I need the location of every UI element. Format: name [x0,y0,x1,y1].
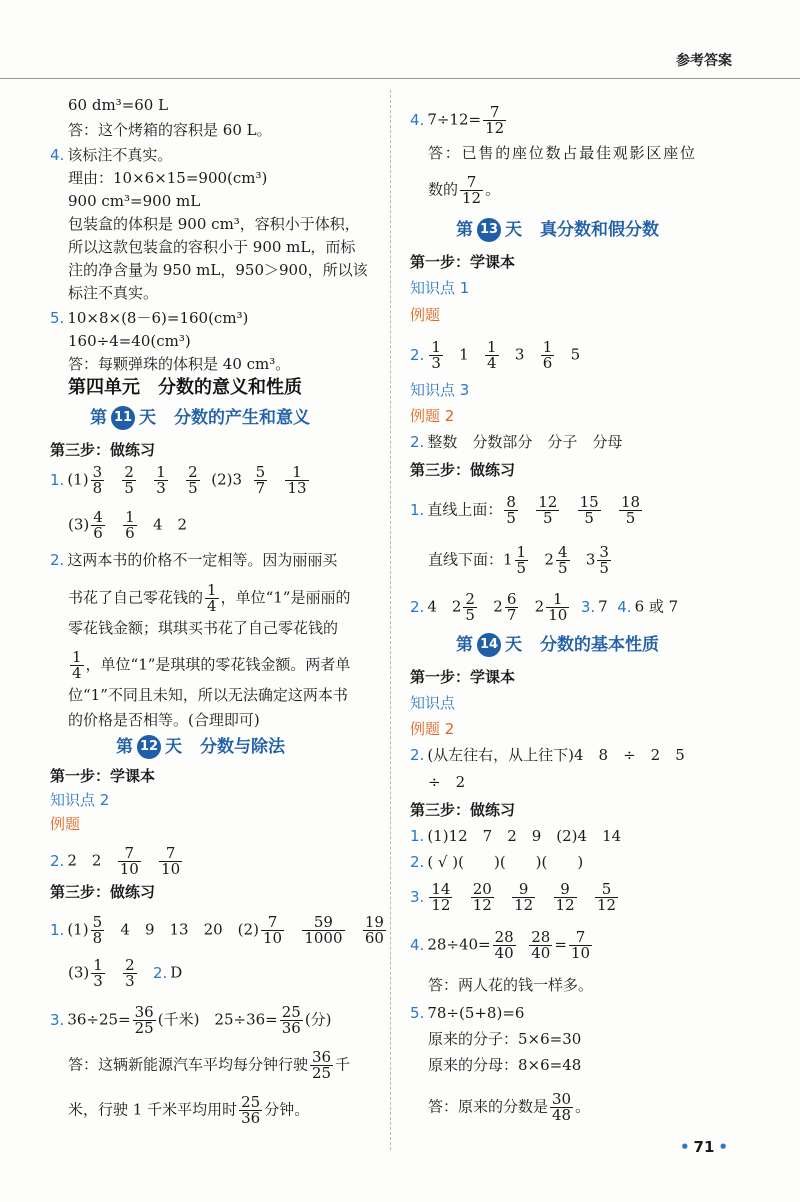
answer-text: 这两本书的价格不一定相等。因为丽丽买 [67,551,338,569]
day-title: 真分数和假分数 [540,220,659,240]
denominator: 10 [161,860,181,878]
page-number [676,1138,732,1156]
answer-text: 7÷12= [427,110,482,129]
exercise-3 [50,1005,332,1036]
numerator: 7 [261,915,284,931]
step-label: 第三步：做练习 [410,801,516,819]
answer-text: 该标注不真实。 [67,146,173,164]
knowledge-point-label: 知识点 3 [410,381,470,399]
fraction [122,465,136,496]
denominator: 5 [516,559,527,577]
answer-line: 答：两人花的钱一样多。 [428,976,594,994]
question-number: 3. [580,597,596,616]
answer-line: 原来的分母：8×6=48 [428,1056,582,1074]
denominator: 12 [462,189,482,207]
day-suffix: 天 [505,220,522,240]
numerator: 7 [460,175,483,191]
fraction [483,105,506,136]
answer-line: 原来的分子：5×6=30 [428,1030,582,1048]
numerator: 30 [552,1090,572,1108]
exercise-1-part3 [68,958,182,989]
denominator: 5 [599,559,609,577]
example-label: 例题 2 [410,407,455,425]
fraction [471,882,494,913]
denominator: 4 [72,664,82,682]
day-14-heading [456,633,659,657]
question-number: 1. [410,827,425,845]
numerator: 1 [285,465,308,481]
numerator: 25 [241,1093,261,1111]
fraction [463,592,477,623]
exercise-2 [410,852,583,872]
answer-line: 包装盒的体积是 900 cm³，容积小于体积， [68,215,360,233]
fraction [118,846,141,877]
numerator: 7 [569,930,592,946]
denominator: 25 [312,1064,332,1082]
exercise-1 [50,465,311,496]
fraction [285,465,308,496]
answer-line [428,175,500,206]
denominator: 3 [125,972,135,990]
fraction [133,1005,156,1036]
question-number: 4. [410,935,425,954]
fraction [595,882,618,913]
numerator: 1 [516,543,527,561]
numerator: 2 [465,590,475,608]
question-number: 1. [50,920,65,939]
denominator: 5 [557,559,568,577]
day-title: 分数与除法 [200,737,285,757]
denominator: 4 [487,354,497,372]
numerator: 1 [546,592,569,608]
question-number: 3. [410,887,425,906]
answer-text: 5 [570,345,581,364]
denominator: 12 [514,896,534,914]
fraction [541,340,555,371]
fraction [493,930,516,961]
answer-text: D [170,963,183,982]
numerator: 4 [557,543,568,561]
answer-line [68,583,350,614]
day-title: 分数的产生和意义 [174,408,310,428]
unit-title: 第四单元 分数的意义和性质 [68,377,302,398]
numerator: 7 [118,846,141,862]
numerator: 5 [255,463,266,481]
numerator: 59 [302,915,344,931]
denominator: 40 [494,944,514,962]
numerator: 1 [207,581,217,599]
exercises-2-4 [410,592,678,623]
answer-text: 2 [544,550,554,569]
numerator: 36 [134,1003,154,1021]
question-number: 2. [410,433,425,451]
day-title: 分数的基本性质 [540,635,659,655]
denominator: 3 [93,972,103,990]
numerator: 36 [312,1048,332,1066]
step-label: 第三步：做练习 [410,461,516,479]
fraction [205,583,219,614]
fraction [159,846,182,877]
numerator: 9 [512,882,535,898]
day-suffix: 天 [165,737,182,757]
denominator: 3 [156,479,166,497]
fraction [123,510,137,541]
numerator: 12 [538,493,558,511]
exercise-3 [410,882,620,913]
day-number-badge: 13 [477,218,501,242]
exercise-1 [410,826,621,846]
example-2-answer [50,846,184,877]
denominator: 13 [287,479,307,497]
numerator: 7 [483,105,506,121]
fraction [504,495,518,526]
fraction [91,958,105,989]
answer-text: 2 2 [67,851,102,870]
answer-line [428,1092,590,1123]
denominator: 12 [472,896,492,914]
answer-line: 答：这个烤箱的容积是 60 L。 [68,121,272,139]
denominator: 6 [542,354,553,372]
question-4 [410,105,508,136]
answer-line [68,1050,350,1081]
step-label: 第三步：做练习 [50,883,156,901]
example-label: 例题 [410,306,441,324]
answer-text: (1) [67,470,89,489]
fraction [597,545,611,576]
step-label: 第一步：学课本 [410,668,516,686]
fraction [310,1050,333,1081]
numerator: 5 [92,913,103,931]
answer-line: 所以这款包装盒的容积小于 900 mL，而标 [68,238,356,256]
answer-text: 4 2 [152,515,188,534]
question-number: 2. [50,851,65,870]
answer-line [68,1095,309,1126]
answer-text: 78÷(5+8)=6 [427,1004,525,1022]
fraction [578,495,601,526]
question-number: 1. [410,500,425,519]
denominator: 8 [92,479,103,497]
numerator: 1 [542,338,553,356]
answer-text: 28÷40= [427,935,491,954]
page-header-title: 参考答案 [676,53,732,69]
answer-text: 。 [485,180,501,199]
numerator: 2 [188,463,198,481]
denominator: 40 [531,944,551,962]
header-divider [0,78,800,79]
fraction [505,592,519,623]
answer-text: (1) [67,920,89,939]
fraction [280,1005,303,1036]
numerator: 18 [621,493,641,511]
denominator: 6 [93,524,103,542]
exercise-1-part3 [68,510,187,541]
denominator: 6 [125,524,135,542]
denominator: 36 [241,1109,261,1127]
fraction [239,1095,262,1126]
numerator: 2 [125,956,135,974]
question-number: 5. [410,1004,425,1022]
question-number: 5. [50,309,65,327]
answer-text: 分钟。 [264,1100,310,1119]
day-suffix: 天 [139,408,156,428]
answer-text: ，单位“1”是琪琪的零花钱金额。两者单 [85,655,351,674]
denominator: 10 [262,929,283,947]
exercise-5 [410,1003,524,1023]
fraction [569,930,592,961]
denominator: 5 [465,606,475,624]
fraction [91,465,105,496]
denominator: 7 [506,606,517,624]
bullet-dot-icon: • [679,1138,690,1156]
question-number: 4. [617,597,632,616]
answer-line: ÷ 2 [428,773,466,791]
denominator: 3 [431,354,441,372]
numerator: 1 [93,956,103,974]
numerator: 14 [431,880,451,898]
numerator: 15 [579,493,599,511]
step-label: 第三步：做练习 [50,441,156,459]
question-number: 2. [410,597,425,616]
page-number-text: 71 [693,1138,715,1156]
numerator: 7 [159,846,182,862]
answer-text: 6 或 7 [634,597,679,616]
denominator: 48 [552,1106,572,1124]
answer-text: (千米) 25÷36= [157,1010,278,1029]
answer-line: 答：每颗弹珠的体积是 40 cm³。 [68,355,291,373]
exercise-1-line2 [428,545,613,576]
answer-text: 1 [459,345,469,364]
step-label: 第一步：学课本 [410,253,516,271]
denominator: 5 [542,509,553,527]
answer-text: ( √ )( )( )( ) [427,853,584,871]
day-number-badge: 11 [111,406,135,430]
answer-text: 答：这辆新能源汽车平均每分钟行驶 [68,1055,309,1074]
fraction [254,465,268,496]
answer-text: 书花了自己零花钱的 [68,588,204,607]
exercise-1 [50,915,388,946]
numerator: 4 [93,508,103,526]
answer-text: 4 2 [427,597,462,616]
question-number: 2. [410,853,425,871]
answer-text: 2 [534,597,545,616]
fraction [91,915,105,946]
exercise-2 [50,550,337,570]
numerator: 1 [431,338,441,356]
answer-text: 。 [575,1097,591,1116]
denominator: 5 [188,479,198,497]
answer-line: 标注不真实。 [68,284,159,302]
answer-line: 零花钱金额；琪琪买书花了自己零花钱的 [68,619,339,637]
numerator: 1 [487,338,497,356]
numerator: 19 [364,913,384,931]
exercise-1 [410,495,644,526]
question-number: 3. [50,1010,65,1029]
day-suffix: 天 [505,635,522,655]
denominator: 7 [255,479,266,497]
example-label: 例题 2 [410,720,455,738]
exercise-4 [410,930,594,961]
fraction [123,958,137,989]
column-divider [390,90,391,1150]
fraction [512,882,535,913]
answer-text: 米，行驶 1 千米平均用时 [68,1100,238,1119]
fraction [556,545,570,576]
example-answer [410,745,685,765]
answer-text: (从左往右，从上往下)4 8 ÷ 2 5 [427,746,685,764]
numerator: 1 [125,508,135,526]
example-label: 例题 [50,815,81,833]
example-answer [410,340,580,371]
day-number-badge: 14 [477,633,501,657]
denominator: 12 [431,896,451,914]
question-number: 2. [50,551,65,569]
answer-text: 10×8×(8－6)=160(cm³) [67,309,249,327]
numerator: 8 [506,493,516,511]
denominator: 25 [134,1019,154,1037]
question-4 [50,145,172,165]
denominator: 12 [596,896,617,914]
day-12-heading [116,735,285,759]
question-number: 4. [50,146,65,164]
knowledge-point-label: 知识点 1 [410,279,470,297]
denominator: 10 [548,606,568,624]
answer-line: 160÷4=40(cm³) [68,332,191,350]
bullet-dot-icon: • [718,1138,728,1156]
step-label: 第一步：学课本 [50,767,156,785]
denominator: 36 [281,1019,301,1037]
numerator: 3 [92,463,103,481]
denominator: 8 [92,929,103,947]
day-prefix: 第 [456,220,473,240]
numerator: 20 [472,880,492,898]
question-number: 2. [410,746,425,764]
numerator: 2 [124,463,134,481]
numerator: 25 [281,1003,301,1021]
answer-text: (1)12 7 2 9 (2)4 14 [427,827,622,845]
fraction [91,510,105,541]
fraction [429,882,452,913]
fraction [536,495,559,526]
answer-text: 直线下面：1 [428,550,513,569]
numerator: 1 [156,463,166,481]
day-13-heading [456,218,659,242]
fraction [460,175,483,206]
day-prefix: 第 [456,635,473,655]
denominator: 5 [625,509,636,527]
answer-text: 7 [598,597,608,616]
fraction [302,915,344,946]
answer-line: 900 cm³=900 mL [68,192,201,210]
answer-text: 2 [493,597,503,616]
denominator: 1000 [304,929,343,947]
fraction [515,545,529,576]
answer-text: 答：原来的分数是 [428,1097,549,1116]
answer-text: (3) [68,963,90,982]
numerator: 5 [595,882,618,898]
question-number: 1. [50,470,65,489]
answer-text: 数的 [428,180,459,199]
numerator: 1 [72,648,82,666]
answer-text: 直线上面： [427,500,503,519]
answer-text: 3 [514,345,525,364]
answer-text: = [554,935,567,954]
day-11-heading [90,406,310,430]
answer-line: 位“1”不同且未知，所以无法确定这两本书 [68,686,348,704]
fraction [429,340,443,371]
denominator: 12 [485,119,505,137]
day-prefix: 第 [90,408,107,428]
fraction [154,465,168,496]
answer-line: 注的净含量为 950 mL，950＞900，所以该 [68,261,368,279]
numerator: 9 [554,882,577,898]
answer-text: 3 [585,550,596,569]
fraction [363,915,386,946]
knowledge-point-label: 知识点 2 [50,791,110,809]
knowledge-point-label: 知识点 [410,694,456,712]
denominator: 60 [364,929,384,947]
denominator: 5 [506,509,516,527]
denominator: 5 [124,479,134,497]
question-number: 2. [152,963,168,982]
fraction [186,465,200,496]
answer-line: 答：已售的座位数占最佳观影区座位 [428,144,697,162]
day-number-badge: 12 [137,735,161,759]
answer-line: 60 dm³=60 L [68,96,169,114]
denominator: 4 [207,597,217,615]
answer-text: 4 9 13 20 (2) [120,920,259,939]
fraction [261,915,284,946]
question-number: 2. [410,345,425,364]
answer-line: 理由：10×6×15=900(cm³) [68,169,268,187]
fraction [485,340,499,371]
answer-text: 整数 分数部分 分子 分母 [427,433,623,451]
answer-line: 的价格是否相等。(合理即可) [68,711,260,729]
numerator: 28 [494,928,514,946]
fraction [619,495,642,526]
question-5 [50,308,248,328]
answer-line [68,650,350,681]
fraction [554,882,577,913]
example-answer [410,432,622,452]
numerator: 28 [531,928,551,946]
question-number: 4. [410,110,425,129]
fraction [546,592,569,623]
denominator: 5 [584,509,594,527]
denominator: 10 [119,860,139,878]
numerator: 6 [506,590,517,608]
numerator: 3 [599,543,609,561]
fraction [550,1092,573,1123]
answer-text: 36÷25= [67,1010,131,1029]
fraction [70,650,84,681]
answer-text: (2)3 [211,470,243,489]
fraction [529,930,552,961]
day-prefix: 第 [116,737,133,757]
answer-text: 千 [335,1055,351,1074]
answer-text: (分) [304,1010,332,1029]
denominator: 10 [570,944,591,962]
answer-text: ，单位“1”是丽丽的 [220,588,351,607]
denominator: 12 [555,896,575,914]
answer-text: (3) [68,515,90,534]
